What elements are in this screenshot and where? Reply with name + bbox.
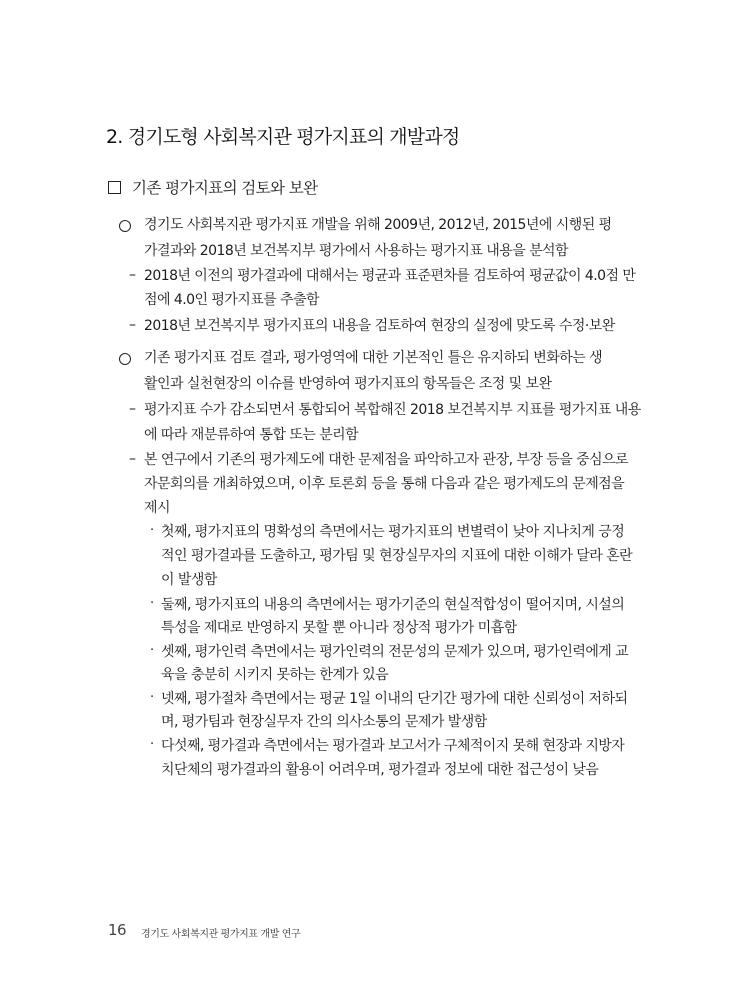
sub-list-line: 둘째, 평가지표의 내용의 측면에서는 평가기준의 현실적합성이 떨어지며, 시설의 bbox=[161, 597, 625, 613]
dot-bullet: · bbox=[150, 523, 155, 538]
sub-list-line: 적인 평가결과를 도출하고, 평가팀 및 현장실무자의 지표에 대한 이해가 달라 혼란 bbox=[161, 548, 633, 564]
section-title: 2. 경기도형 사회복지관 평가지표의 개발과정 bbox=[106, 126, 460, 148]
dot-bullet: · bbox=[150, 737, 155, 752]
dot-bullet: · bbox=[150, 643, 155, 658]
dot-bullet: · bbox=[150, 596, 155, 611]
list-item-line: 자문회의를 개최하였으며, 이후 토론회 등을 통해 다음과 같은 평가제도의 문제점을 bbox=[144, 476, 625, 492]
square-bullet-icon bbox=[108, 181, 121, 194]
circle-bullet-icon bbox=[119, 220, 131, 232]
sub-list-line: 치단체의 평가결과의 활용이 어려우며, 평가결과 정보에 대한 접근성이 낮음 bbox=[161, 762, 599, 778]
sub-list-line: 다섯째, 평가결과 측면에서는 평가결과 보고서가 구체적이지 못해 현장과 지방자 bbox=[161, 738, 625, 754]
sub-list-line: 첫째, 평가지표의 명확성의 측면에서는 평가지표의 변별력이 낮아 지나치게 긍정 bbox=[161, 524, 625, 540]
sub-list-line: 특성을 제대로 반영하지 못할 뿐 아니라 정상적 평가가 미흡함 bbox=[161, 620, 517, 636]
subsection-heading bbox=[108, 176, 317, 198]
page-number: 16 bbox=[108, 921, 127, 939]
dash-bullet: – bbox=[129, 451, 136, 467]
paragraph-line: 기존 평가지표 검토 결과, 평가영역에 대한 기본적인 틀은 유지하되 변화하는 생 bbox=[144, 350, 603, 366]
list-item-line: 2018년 보건복지부 평가지표의 내용을 검토하여 현장의 실정에 맞도록 수정·보완 bbox=[144, 318, 615, 334]
dash-bullet: – bbox=[129, 267, 136, 283]
list-item-line: 2018년 이전의 평가결과에 대해서는 평균과 표준편차를 검토하여 평균값이 4.0점 만 bbox=[144, 268, 636, 284]
sub-list-line: 육을 충분히 시키지 못하는 한계가 있음 bbox=[161, 667, 389, 683]
paragraph-line: 경기도 사회복지관 평가지표 개발을 위해 2009년, 2012년, 2015년에 시행된 평 bbox=[144, 217, 612, 233]
dash-bullet: – bbox=[129, 401, 136, 417]
list-item-line: 점에 4.0인 평가지표를 추출함 bbox=[144, 292, 320, 308]
dot-bullet: · bbox=[150, 690, 155, 705]
circle-bullet-icon bbox=[119, 353, 131, 365]
sub-list-line: 넷째, 평가절차 측면에서는 평균 1일 이내의 단기간 평가에 대한 신뢰성이 저하되 bbox=[161, 691, 628, 707]
dash-bullet: – bbox=[129, 317, 136, 333]
list-item-line: 평가지표 수가 감소되면서 통합되어 복합해진 2018 보건복지부 지표를 평가지표 내용 bbox=[144, 402, 641, 418]
list-item-line: 에 따라 재분류하여 통합 또는 분리함 bbox=[144, 427, 359, 443]
list-item-line: 제시 bbox=[144, 500, 170, 516]
list-item-line: 본 연구에서 기존의 평가제도에 대한 문제점을 파악하고자 관장, 부장 등을 중심으로 bbox=[144, 452, 629, 468]
paragraph-line: 활인과 실천현장의 이슈를 반영하여 평가지표의 항목들은 조정 및 보완 bbox=[144, 376, 552, 392]
sub-list-line: 셋째, 평가인력 측면에서는 평가인력의 전문성의 문제가 있으며, 평가인력에게 교 bbox=[161, 644, 629, 660]
sub-list-line: 며, 평가팀과 현장실무자 간의 의사소통의 문제가 발생함 bbox=[161, 714, 487, 730]
subsection-title: 기존 평가지표의 검토와 보완 bbox=[132, 179, 318, 197]
running-title: 경기도 사회복지관 평가지표 개발 연구 bbox=[141, 929, 301, 940]
sub-list-line: 이 발생함 bbox=[161, 572, 217, 588]
paragraph-line: 가결과와 2018년 보건복지부 평가에서 사용하는 평가지표 내용을 분석함 bbox=[144, 243, 569, 259]
